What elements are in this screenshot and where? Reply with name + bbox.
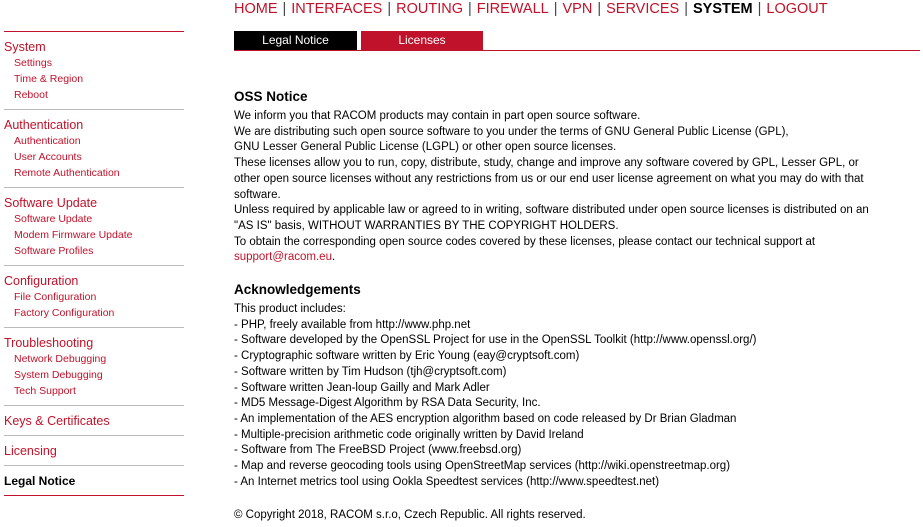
sidebar-item-software-update[interactable]: Software Update bbox=[14, 213, 93, 225]
tab-legal-notice[interactable]: Legal Notice bbox=[234, 31, 357, 50]
sidebar-section bbox=[4, 188, 184, 265]
nav-interfaces[interactable]: INTERFACES bbox=[291, 1, 383, 17]
sidebar-item-factory-configuration[interactable]: Factory Configuration bbox=[14, 307, 115, 319]
acknowledgement-item: - Multiple-precision arithmetic code originally written by David Ireland bbox=[234, 428, 584, 441]
nav-logout[interactable]: LOGOUT bbox=[766, 1, 828, 17]
support-email-link[interactable]: support@racom.eu bbox=[234, 251, 332, 264]
sidebar-heading-troubleshooting[interactable]: Troubleshooting bbox=[4, 336, 94, 350]
nav-firewall[interactable]: FIREWALL bbox=[476, 1, 549, 17]
oss-email-line: support@racom.eu. bbox=[234, 251, 336, 264]
sidebar-section bbox=[4, 32, 184, 109]
sidebar-item-system-debugging[interactable]: System Debugging bbox=[14, 369, 103, 381]
top-navigation bbox=[234, 1, 828, 17]
sidebar-section bbox=[4, 436, 184, 465]
sidebar-heading-software-update[interactable]: Software Update bbox=[4, 196, 98, 210]
sidebar-heading-legal-notice[interactable]: Legal Notice bbox=[4, 474, 76, 488]
acknowledgement-item: - Software developed by the OpenSSL Project for use in the OpenSSL Toolkit (http://www.openssl.org/) bbox=[234, 334, 757, 347]
sidebar-section bbox=[4, 406, 184, 435]
nav-separator: | bbox=[282, 1, 287, 17]
nav-home[interactable]: HOME bbox=[234, 1, 278, 17]
tab-bar bbox=[234, 31, 920, 52]
acknowledgement-item: - Software from The FreeBSD Project (www.freebsd.org) bbox=[234, 444, 522, 457]
acknowledgements-list bbox=[234, 318, 920, 491]
sidebar-divider bbox=[4, 495, 184, 496]
oss-notice-line: "AS IS" basis, WITHOUT WARRANTIES BY THE COPYRIGHT HOLDERS. bbox=[234, 219, 619, 232]
oss-notice-line: These licenses allow you to run, copy, distribute, study, change and improve any software covered by GPL, Lesser GPL, or bbox=[234, 157, 859, 170]
nav-routing[interactable]: ROUTING bbox=[396, 1, 463, 17]
main-content bbox=[234, 89, 920, 490]
nav-separator: | bbox=[757, 1, 762, 17]
sidebar-item-user-accounts[interactable]: User Accounts bbox=[14, 151, 82, 163]
nav-separator: | bbox=[387, 1, 392, 17]
sidebar-heading-configuration[interactable]: Configuration bbox=[4, 274, 79, 288]
acknowledgement-item: - An Internet metrics tool using Ookla Speedtest services (http://www.speedtest.net) bbox=[234, 475, 660, 488]
nav-separator: | bbox=[467, 1, 472, 17]
sidebar-heading-system[interactable]: System bbox=[4, 40, 46, 54]
sidebar-item-authentication[interactable]: Authentication bbox=[14, 135, 81, 147]
oss-notice-title: OSS Notice bbox=[234, 89, 308, 104]
oss-notice-line: We inform you that RACOM products may contain in part open source software. bbox=[234, 110, 641, 122]
sidebar-item-time-region[interactable]: Time & Region bbox=[14, 73, 84, 85]
sidebar-section bbox=[4, 110, 184, 187]
oss-notice-line: software. bbox=[234, 188, 281, 201]
acknowledgement-item: - An implementation of the AES encryption algorithm based on code released by Dr Brian Gladman bbox=[234, 412, 737, 425]
sidebar-heading-keys-certificates[interactable]: Keys & Certificates bbox=[4, 414, 110, 428]
oss-notice-line: We are distributing such open source software to you under the terms of GNU General Public License (GPL), bbox=[234, 125, 789, 138]
nav-separator: | bbox=[553, 1, 558, 17]
sidebar-section bbox=[4, 266, 184, 327]
acknowledgement-item: - Software written by Tim Hudson (tjh@cryptsoft.com) bbox=[234, 365, 507, 378]
sidebar-heading-authentication[interactable]: Authentication bbox=[4, 118, 84, 132]
sidebar-item-reboot[interactable]: Reboot bbox=[14, 89, 48, 101]
oss-notice-line: GNU Lesser General Public License (LGPL) or other open source licenses. bbox=[234, 141, 617, 154]
tab-underline bbox=[234, 50, 920, 51]
acknowledgements-title: Acknowledgements bbox=[234, 282, 361, 298]
acknowledgement-item: - PHP, freely available from http://www.php.net bbox=[234, 318, 471, 331]
sidebar-item-network-debugging[interactable]: Network Debugging bbox=[14, 353, 107, 365]
oss-notice-line: other open source licenses without any restrictions from us or our end user license agreement on what you may do with that bbox=[234, 172, 864, 185]
sidebar-item-software-profiles[interactable]: Software Profiles bbox=[14, 245, 94, 257]
acknowledgements-intro: This product includes: bbox=[234, 303, 346, 316]
oss-notice-line: To obtain the corresponding open source codes covered by these licenses, please contact our technical support at bbox=[234, 235, 816, 248]
sidebar-section bbox=[4, 328, 184, 405]
acknowledgement-item: - Cryptographic software written by Eric Young (eay@cryptsoft.com) bbox=[234, 350, 580, 363]
nav-separator: | bbox=[684, 1, 688, 17]
nav-vpn[interactable]: VPN bbox=[562, 1, 593, 17]
oss-notice-line: Unless required by applicable law or agreed to in writing, software distributed under open source licenses is distributed on an bbox=[234, 204, 869, 217]
copyright-footer: © Copyright 2018, RACOM s.r.o, Czech Republic. All rights reserved. bbox=[234, 509, 586, 521]
sidebar-item-remote-authentication[interactable]: Remote Authentication bbox=[14, 167, 120, 179]
sidebar-section bbox=[4, 466, 184, 495]
sidebar-item-modem-firmware-update[interactable]: Modem Firmware Update bbox=[14, 229, 133, 241]
nav-system[interactable]: SYSTEM bbox=[692, 1, 753, 17]
oss-notice-text bbox=[234, 109, 920, 250]
acknowledgement-item: - Map and reverse geocoding tools using OpenStreetMap services (http://wiki.openstreetmap.org) bbox=[234, 460, 731, 473]
nav-separator: | bbox=[597, 1, 602, 17]
sidebar-item-file-configuration[interactable]: File Configuration bbox=[14, 291, 97, 303]
sidebar-heading-licensing[interactable]: Licensing bbox=[4, 444, 57, 458]
acknowledgement-item: - MD5 Message-Digest Algorithm by RSA Data Security, Inc. bbox=[234, 397, 541, 410]
tab-licenses[interactable]: Licenses bbox=[361, 31, 483, 50]
sidebar-item-tech-support[interactable]: Tech Support bbox=[14, 385, 76, 397]
sidebar bbox=[4, 31, 184, 496]
nav-services[interactable]: SERVICES bbox=[606, 1, 680, 17]
sidebar-item-settings[interactable]: Settings bbox=[14, 57, 52, 69]
acknowledgement-item: - Software written Jean-loup Gailly and Mark Adler bbox=[234, 381, 490, 394]
